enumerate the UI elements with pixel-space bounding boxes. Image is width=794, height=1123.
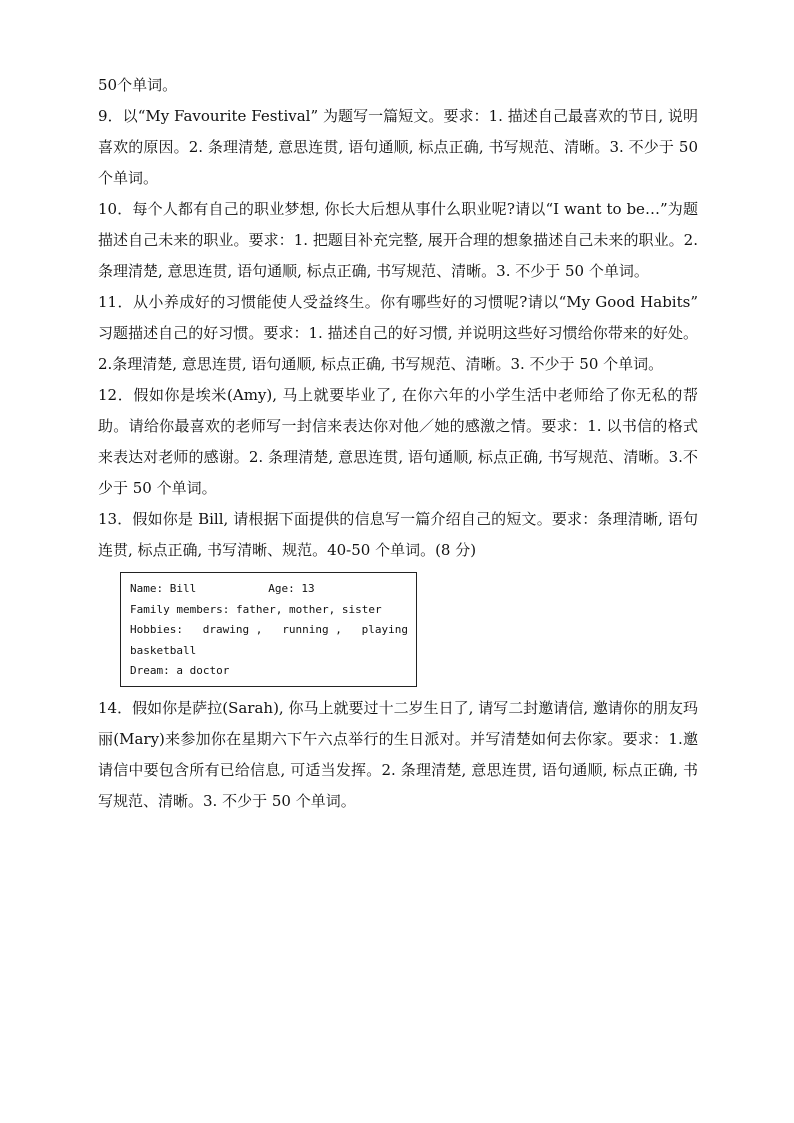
question-12: 12．假如你是埃米(Amy), 马上就要毕业了, 在你六年的小学生活中老师给了你无私的帮助。请给你最喜欢的老师写一封信来表达你对他／她的感激之情。要求：1. 以书信的格式来表达对老师的感谢。2. 条理清楚, 意思连贯, 语句通顺, 标点正确, 书写规范、清晰。3.不少于 50 个单词。	[98, 386, 698, 497]
paragraph-continuation: 50个单词。	[98, 76, 178, 94]
info-dream: Dream: a doctor	[130, 664, 230, 677]
info-hobbies-row	[130, 620, 408, 641]
info-hobbies-label: Hobbies:	[130, 623, 183, 636]
info-family: Family members: father, mother, sister	[130, 602, 382, 616]
info-hobby-playing: playing	[361, 623, 408, 636]
info-hobby-drawing: drawing ,	[202, 623, 263, 636]
question-13: 13．假如你是 Bill, 请根据下面提供的信息写一篇介绍自己的短文。要求：条理清晰, 语句连贯, 标点正确, 书写清晰、规范。40-50 个单词。(8 分)	[98, 510, 698, 559]
bill-info-box	[120, 572, 417, 687]
question-11: 11．从小养成好的习惯能使人受益终生。你有哪些好的习惯呢?请以“My Good Habits” 习题描述自己的好习惯。要求：1. 描述自己的好习惯, 并说明这些好习惯给你带来的好处。2.条理清楚, 意思连贯, 语句通顺, 标点正确, 书写规范、清晰。3. 不少于 50 个单词。	[98, 293, 698, 373]
info-name: Name: Bill	[130, 582, 197, 595]
info-hobbies-continued: basketball	[130, 643, 197, 657]
info-hobby-running: running ,	[282, 623, 342, 636]
info-name-age-row	[130, 579, 408, 600]
question-14: 14．假如你是萨拉(Sarah), 你马上就要过十二岁生日了, 请写二封邀请信, 邀请你的朋友玛丽(Mary)来参加你在星期六下午六点举行的生日派对。并写清楚如何去你家。要求：1.邀请信中要包含所有已给信息, 可适当发挥。2. 条理清楚, 意思连贯, 语句通顺, 标点正确, 书写规范、清晰。3. 不少于 50 个单词。	[98, 698, 698, 810]
question-9: 9．以“My Favourite Festival” 为题写一篇短文。要求：1. 描述自己最喜欢的节日, 说明喜欢的原因。2. 条理清楚, 意思连贯, 语句通顺, 标点正确, 书写规范、清晰。3. 不少于 50 个单词。	[98, 107, 698, 187]
question-10: 10．每个人都有自己的职业梦想, 你长大后想从事什么职业呢?请以“I want to be…”为题描述自己未来的职业。要求：1. 把题目补充完整, 展开合理的想象描述自己未来的职业。2.条理清楚, 意思连贯, 语句通顺, 标点正确, 书写规范、清晰。3. 不少于 50 个单词。	[98, 200, 698, 280]
document-page	[98, 70, 698, 817]
info-age: Age: 13	[268, 582, 315, 595]
